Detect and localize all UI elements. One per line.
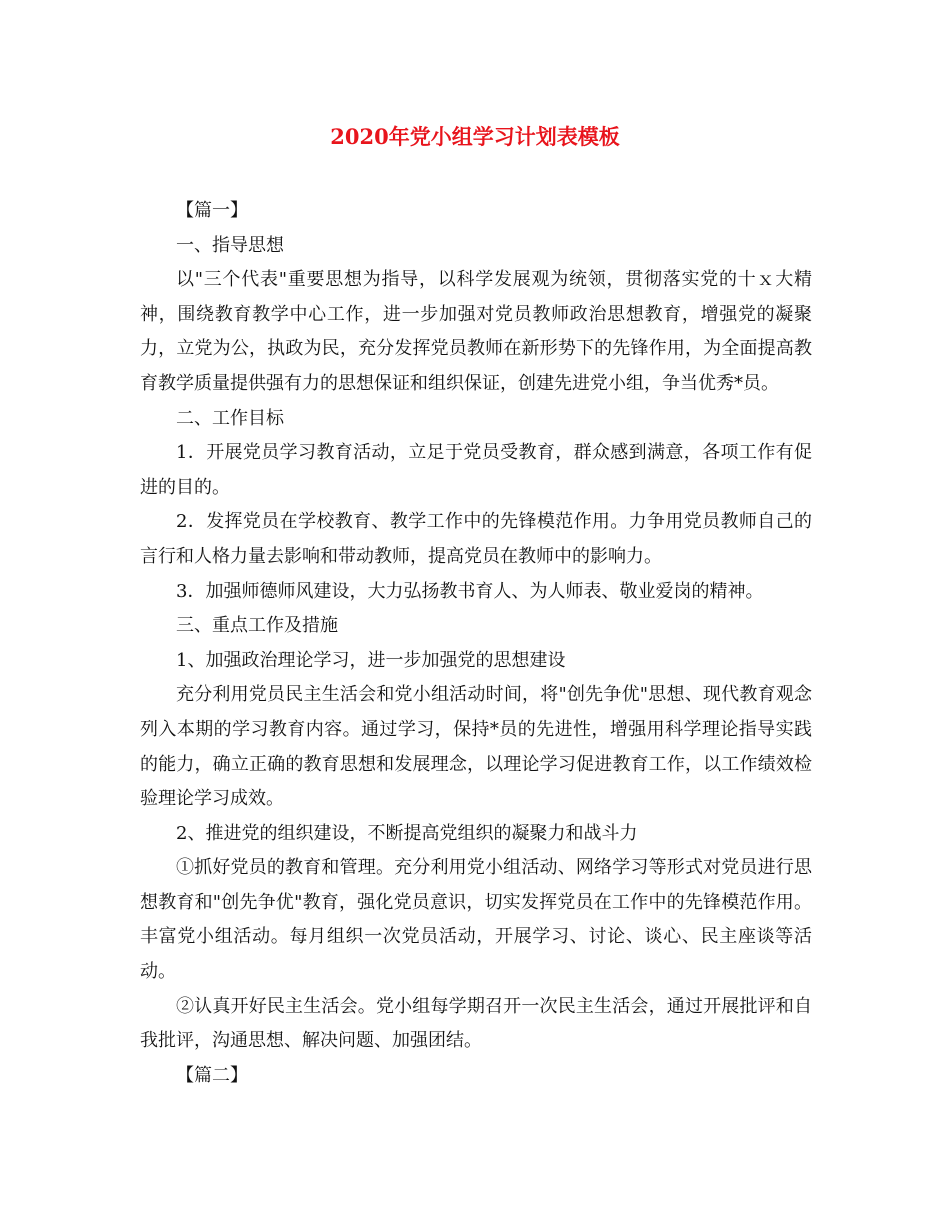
heading-work-goals: 二、工作目标 xyxy=(176,407,284,429)
document-body xyxy=(140,194,812,1093)
paragraph-political-study: 充分利用党员民主生活会和党小组活动时间，将"创先争优"思想、现代教育观念列入本期的学习教育内容。通过学习，保持*员的先进性，增强用科学理论指导实践的能力，确立正确的教育思想和发展理念，以理论学习促进教育工作，以工作绩效检验理论学习成效。 xyxy=(140,684,812,810)
paragraph-guiding-ideology: 以"三个代表"重要思想为指导，以科学发展观为统领，贯彻落实党的十ｘ大精神，围绕教育教学中心工作，进一步加强对党员教师政治思想教育，增强党的凝聚力，立党为公，执政为民，充分发挥党员教师在新形势下的先锋作用，为全面提高教育教学质量提供强有力的思想保证和组织保证，创建先进党小组，争当优秀*员。 xyxy=(140,269,812,394)
section-heading-part1: 【篇一】 xyxy=(176,200,248,221)
paragraph-goal-1: 1．开展党员学习教育活动，立足于党员受教育，群众感到满意，各项工作有促进的目的。 xyxy=(140,442,812,498)
subheading-organization-building: 2、推进党的组织建设，不断提高党组织的凝聚力和战斗力 xyxy=(176,822,638,844)
subheading-political-study: 1、加强政治理论学习，进一步加强党的思想建设 xyxy=(176,649,566,671)
heading-key-work: 三、重点工作及措施 xyxy=(176,615,338,637)
paragraph-member-education: ①抓好党员的教育和管理。充分利用党小组活动、网络学习等形式对党员进行思想教育和"创先争优"教育，强化党员意识，切实发挥党员在工作中的先锋模范作用。丰富党小组活动。每月组织一次党员活动，开展学习、讨论、谈心、民主座谈等活动。 xyxy=(140,857,812,983)
paragraph-goal-3: 3．加强师德师风建设，大力弘扬教书育人、为人师表、敬业爱岗的精神。 xyxy=(176,580,764,602)
paragraph-democratic-life: ②认真开好民主生活会。党小组每学期召开一次民主生活会，通过开展批评和自我批评，沟通思想、解决问题、加强团结。 xyxy=(140,995,812,1052)
section-heading-part2: 【篇二】 xyxy=(176,1064,248,1086)
paragraph-goal-2: 2．发挥党员在学校教育、教学工作中的先锋模范作用。力争用党员教师自己的言行和人格力量去影响和带动教师，提高党员在教师中的影响力。 xyxy=(140,511,812,567)
document-title: 2020年党小组学习计划表模板 xyxy=(330,124,620,149)
heading-guiding-ideology: 一、指导思想 xyxy=(176,234,284,256)
